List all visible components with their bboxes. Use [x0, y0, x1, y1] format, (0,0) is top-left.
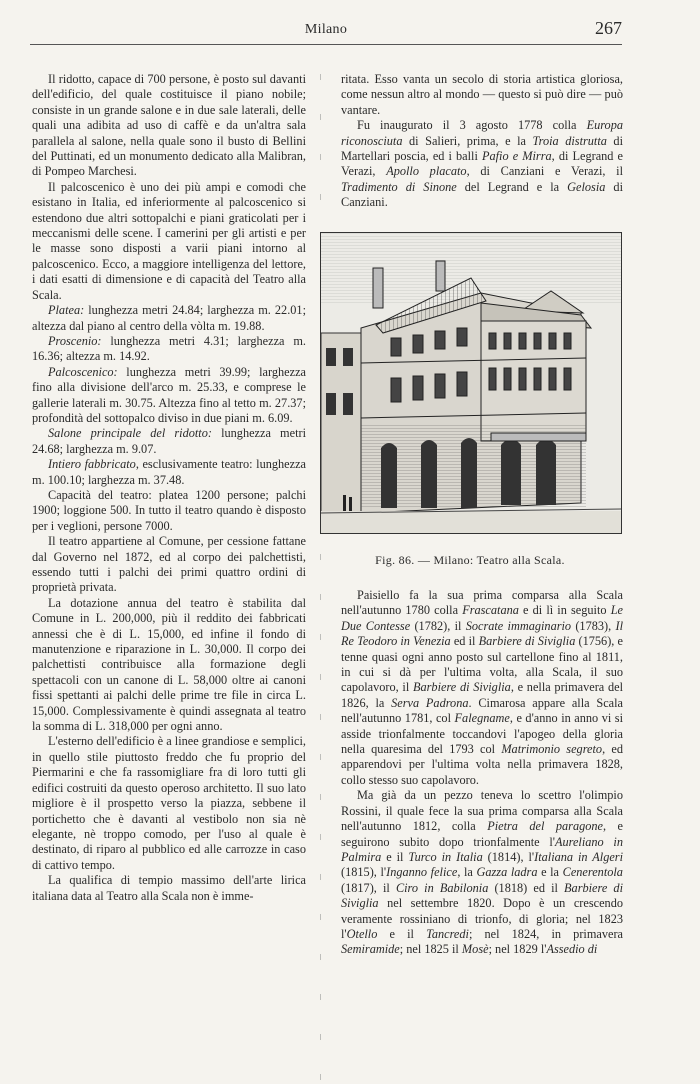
- paragraph: Fu inaugurato il 3 agosto 1778 colla Europa riconosciuta di Salieri, prima, e la Troia distrutta di Martellari poscia, ed i balli Pafio e Mirra, di Legrand e Verazi, Apollo placato, di Canziani e Verazi, il Tradimento di Sinone del Legrand e la Gelosia di Canziani.: [341, 118, 623, 210]
- paragraph: Platea: lunghezza metri 24.84; larghezza m. 22.01; altezza dal piano al centro della vòlta m. 19.88.: [32, 303, 306, 333]
- theatre-engraving: [321, 233, 621, 533]
- paragraph: Proscenio: lunghezza metri 4.31; larghezza m. 16.36; altezza m. 14.92.: [32, 333, 306, 364]
- paragraph: L'esterno dell'edificio è a linee grandiose e semplici, in quello stile piuttosto freddo che fu proprio del Piermarini e che fa rassomigliare fra di loro tutti gli edifici costruiti da questo operoso architetto. Il suo lato migliore è il prospetto verso la piazza, sebbene il portichetto che è davanti al vestibolo non sia nè elegante, nè troppo comodo, per l'uso al quale è destinato, di riparo al pubblico ed alle carrozze in caso di cattivo tempo.: [32, 734, 306, 872]
- paragraph: La dotazione annua del teatro è stabilita dal Comune in L. 200,000, più il reddito dei fabbricati annessi che è di L. 15,000, ed infine il fondo di manutenzione e riparazione in L. 30,000. Il corpo dei palchettisti contribuisce alla formazione degli spettacoli con un canone di L. 58,000 oltre ai canoni fissi spettanti ai palchi delle prime tre file in circa L. 15,000. Complessivamente è quindi assegnata al teatro la somma di L. 318,000 per ogni anno.: [32, 595, 306, 734]
- figure-caption: Fig. 86. — Milano: Teatro alla Scala.: [375, 553, 565, 567]
- column-divider: [320, 74, 321, 1084]
- paragraph: Capacità del teatro: platea 1200 persone; palchi 1900; loggione 500. In tutto il teatro quando è disposto per i veglioni, persone 7000.: [32, 487, 306, 533]
- right-column-bottom: [341, 588, 623, 958]
- paragraph: ritata. Esso vanta un secolo di storia artistica gloriosa, come nessun altro al mondo — questo si può dire — può vantare.: [341, 72, 623, 117]
- paragraph: Il ridotto, capace di 700 persone, è posto sul davanti dell'edificio, del quale costituisce il piano nobile; consiste in un grande salone e in due sale laterali, delle quali una adibita ad uso di caffè e da un'altra sala parallela al salone, nella quale sono il busto di Bellini del Puttinati, ed un monumento dedicato alla Malibran, di Pompeo Marchesi.: [32, 72, 306, 179]
- left-column: [32, 72, 306, 904]
- running-header: [30, 14, 622, 45]
- paragraph: Salone principale del ridotto: lunghezza metri 24.68; larghezza m. 9.07.: [32, 426, 306, 456]
- paragraph: Il teatro appartiene al Comune, per cessione fattane dal Governo nel 1872, ed al corpo dei palchettisti, essendo tutti i palchi dei primi quattro ordini di proprietà privata.: [32, 534, 306, 595]
- paragraph: Ma già da un pezzo teneva lo scettro l'olimpio Rossini, il quale fece la sua prima comparsa alla Scala nell'autunno 1812, colla Pietra del paragone, e seguirono subito dopo trionfalmente l'Aureliano in Palmira e il Turco in Italia (1814), l'Italiana in Algeri (1815), l'Inganno felice, la Gazza ladra e la Cenerentola (1817), il Ciro in Babilonia (1818) ed il Barbiere di Siviglia nel settembre 1820. Dopo è un crescendo veramente rossiniano di trionfo, di gloria; nel 1823 l'Otello e il Tancredi; nel 1824, in primavera Semiramide; nel 1825 il Mosè; nel 1829 l'Assedio di: [341, 788, 624, 957]
- paragraph: Il palcoscenico è uno dei più ampi e comodi che esistano in Italia, ed inferiormente al palcoscenico si estendono due altri sottopalchi e piani graticolati per i meccanismi delle scene. I camerini per gli artisti e per le masse sono disposti a varii piani intorno al palcoscenico. Ecco, a maggiore intelligenza del lettore, i dati esatti di dimensione e di capacità del Teatro alla Scala.: [32, 179, 306, 302]
- page-number: 267: [595, 18, 622, 38]
- figure-teatro-alla-scala: [320, 232, 622, 534]
- paragraph: Palcoscenico: lunghezza metri 39.99; larghezza fino alla divisione dell'arco m. 25.33, e comprese le gallerie laterali m. 30.75. Altezza fino al tetto m. 27.37; profondità del sottopalco diviso in due piani m. 6.09.: [32, 364, 306, 425]
- header-title: Milano: [304, 22, 348, 37]
- right-column-top: [341, 72, 623, 211]
- paragraph: Paisiello fa la sua prima comparsa alla Scala nell'autunno 1780 colla Frascatana e di lì in seguito Le Due Contesse (1782), il Socrate immaginario (1783), Il Re Teodoro in Venezia ed il Barbiere di Siviglia (1756), e tenne quasi ogni anno posto sul cartellone fino al 1811, in cui si dà per l'ultima volta, alla Scala, il suo capolavoro, il Barbiere di Siviglia, e nella primavera del 1826, la Serva Padrona. Cimarosa appare alla Scala nell'autunno 1781, col Falegname, e d'anno in anno vi si asside trionfalmente toccandovi l'apogeo della gloria nella quaresima del 1793 col Matrimonio segreto, ed apparendovi per l'ultima volta nella primavera 1828, collo stesso suo capolavoro.: [341, 588, 624, 787]
- paragraph: La qualifica di tempio massimo dell'arte lirica italiana data al Teatro alla Scala non è imme-: [32, 873, 306, 903]
- paragraph: Intiero fabbricato, esclusivamente teatro: lunghezza m. 100.10; larghezza m. 37.48.: [32, 457, 306, 487]
